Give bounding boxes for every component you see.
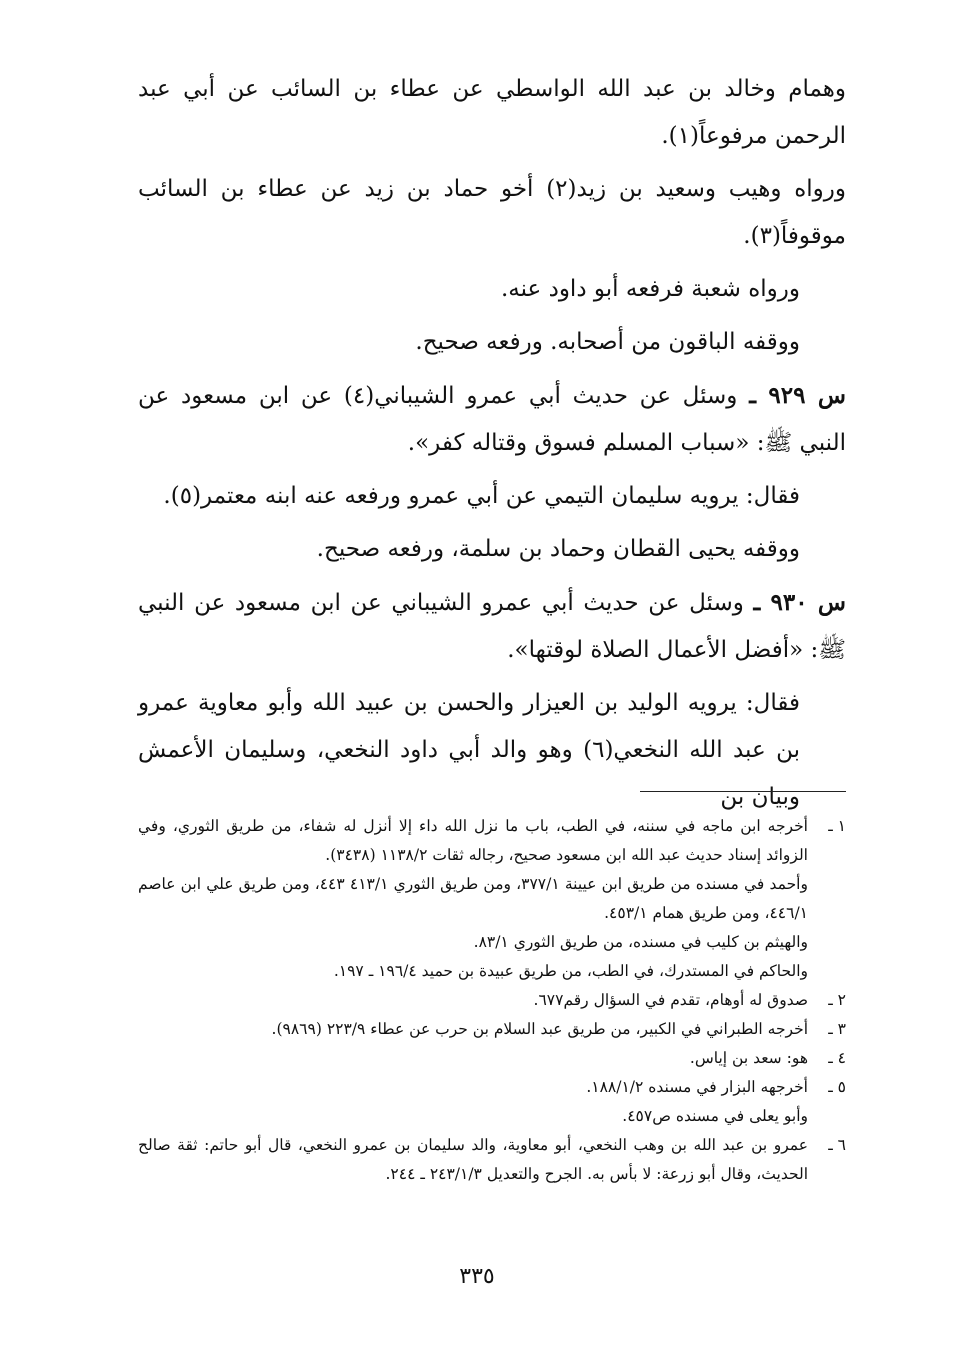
question-text: وسئل عن حديث أبي عمرو الشيباني(٤) عن ابن مسعود عن النبي ﷺ: «سباب المسلم فسوق وقتاله كفر». <box>138 383 846 456</box>
footnote-number: ٢ ـ <box>828 991 846 1009</box>
footnote-text: والحاكم في المستدرك، في الطب، من طريق عبيدة بن حميد ١٩٦/٤ ـ ١٩٧. <box>333 962 808 980</box>
footnote-2 <box>138 986 846 1015</box>
footnote-text: أخرجه ابن ماجه في سننه، في الطب، باب ما نزل الله داء إلا أنزل له شفاء، من طريق الثوري، وفي الزوائد إسناد حديث عبد الله ابن مسعود صحيح، رجاله ثقات ١١٣٨/٢ (٣٤٣٨). <box>138 817 808 864</box>
question-number: س ٩٣٠ ـ <box>753 589 846 616</box>
footnote-5 <box>138 1073 846 1102</box>
footnote-1-continued <box>138 870 846 928</box>
footnote-text: والهيثم بن كليب في مسنده، من طريق الثوري ٨٣/١. <box>473 933 808 951</box>
footnote-text: وأحمد في مسنده من طريق ابن عيينة ٣٧٧/١، ومن طريق الثوري ٤١٣/١ ٤٤٣، ومن طريق علي ابن عاصم ٤٤٦/١، ومن طريق همام ٤٥٣/١. <box>138 875 808 922</box>
footnote-text: وأبو يعلى في مسنده ص٤٥٧. <box>622 1107 808 1125</box>
footnotes <box>138 812 846 1189</box>
footnote-5-continued <box>138 1102 846 1131</box>
question-930 <box>138 579 846 674</box>
footnote-text: هو: سعد بن إياس. <box>689 1049 808 1067</box>
footnote-number: ٥ ـ <box>828 1078 846 1096</box>
footnote-separator <box>640 791 846 792</box>
footnote-number: ٤ ـ <box>828 1049 846 1067</box>
paragraph: ووقفه الباقون من أصحابه. ورفعه صحيح. <box>415 329 800 355</box>
paragraph: فقال: يرويه سليمان التيمي عن أبي عمرو ورفعه عنه ابنه معتمر(٥). <box>163 483 800 509</box>
footnote-number: ٦ ـ <box>828 1136 846 1154</box>
footnote-1 <box>138 812 846 870</box>
footnote-6 <box>138 1131 846 1189</box>
page-number: ٣٣٥ <box>459 1264 495 1289</box>
footnote-1-continued <box>138 928 846 957</box>
footnote-3 <box>138 1015 846 1044</box>
footnote-4 <box>138 1044 846 1073</box>
footnote-text: صدوق له أوهام، تقدم في السؤال رقم٦٧٧. <box>533 991 808 1009</box>
footnote-text: أخرجهه البزار في مسنده ١٨٨/١/٢. <box>586 1078 808 1096</box>
question-929 <box>138 372 846 467</box>
paragraph: ووقفه يحيى القطان وحماد بن سلمة، ورفعه صحيح. <box>316 536 800 562</box>
paragraph: وهمام وخالد بن عبد الله الواسطي عن عطاء بن السائب عن أبي عبد الرحمن مرفوعاً(١). <box>138 76 846 149</box>
question-number: س ٩٢٩ ـ <box>749 382 846 409</box>
footnote-number: ٣ ـ <box>828 1020 846 1038</box>
main-text <box>138 66 846 827</box>
footnote-text: عمرو بن عبد الله بن وهب النخعي، أبو معاوية، والد سليمان بن عمرو النخعي، قال أبو حاتم: ثقة صالح الحديث، وقال أبو زرعة: لا بأس به. الجرح والتعديل ٢٤٣/١/٣ ـ ٢٤٤. <box>138 1136 808 1183</box>
footnote-text: أخرجه الطبراني في الكبير، من طريق عبد السلام بن حرب عن عطاء ٢٢٣/٩ (٩٨٦٩). <box>271 1020 808 1038</box>
paragraph: ورواه شعبة فرفعه أبو داود عنه. <box>500 276 800 302</box>
footnote-1-continued <box>138 957 846 986</box>
footnote-number: ١ ـ <box>828 817 846 835</box>
question-text: وسئل عن حديث أبي عمرو الشيباني عن ابن مسعود عن النبي ﷺ: «أفضل الأعمال الصلاة لوقتها». <box>138 590 846 663</box>
paragraph: ورواه وهيب وسعيد بن زيد(٢) أخو حماد بن زيد عن عطاء بن السائب موقوفاً(٣). <box>138 176 846 249</box>
paragraph: فقال: يرويه الوليد بن العيزار والحسن بن عبيد الله وأبو معاوية عمرو بن عبد الله النخعي(٦) وهو والد أبي داود النخعي، وسليمان الأعمش وبيان بن <box>138 690 800 810</box>
